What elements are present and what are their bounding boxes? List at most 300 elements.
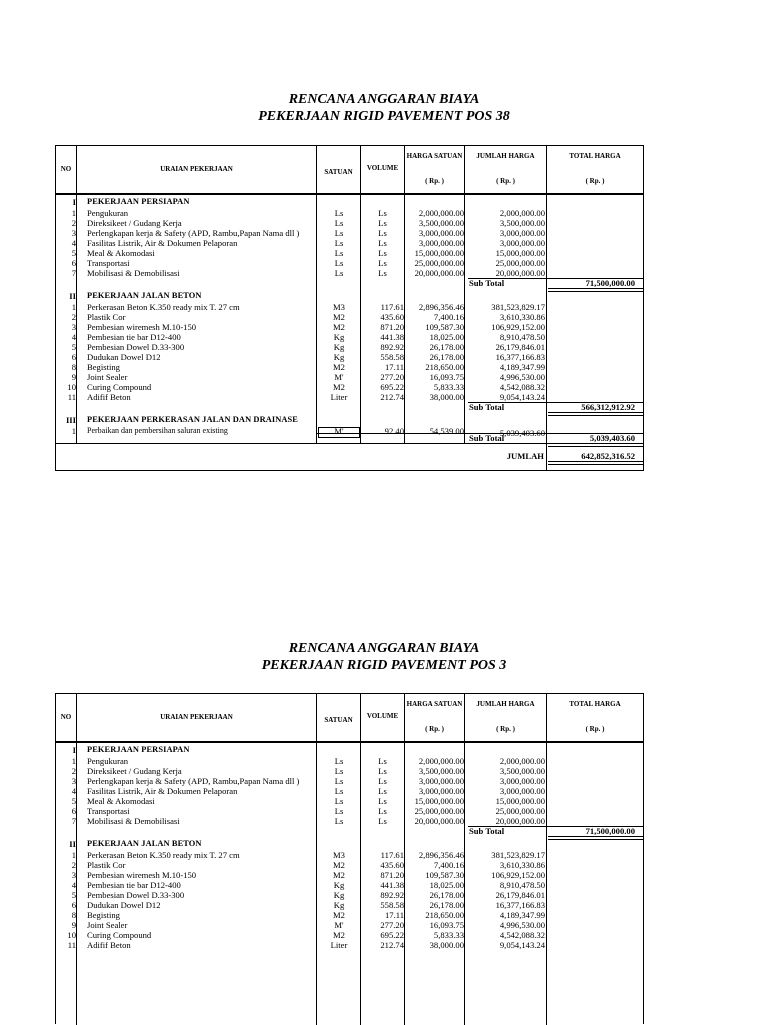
- subtotal-label: Sub Total: [469, 826, 505, 836]
- item-no: 8: [71, 910, 76, 920]
- table-row: [56, 910, 643, 921]
- item-jumlah-harga: 20,000,000.00: [495, 268, 545, 278]
- item-harga-satuan: 2,000,000.00: [418, 208, 464, 218]
- doc1-rab-table: [55, 145, 644, 471]
- item-harga-satuan: 25,000,000.00: [414, 258, 464, 268]
- doc2-table-body: [56, 743, 643, 1025]
- item-satuan: Kg: [333, 342, 345, 352]
- item-satuan: Ls: [334, 806, 344, 816]
- item-jumlah-harga: 3,610,330.86: [499, 312, 545, 322]
- item-harga-satuan: 3,500,000.00: [418, 218, 464, 228]
- table-row: [56, 850, 643, 861]
- item-satuan: M2: [333, 910, 345, 920]
- rp-label: ( Rp. ): [425, 725, 444, 733]
- item-no: 3: [71, 322, 76, 332]
- item-satuan: M3: [333, 302, 345, 312]
- item-volume: 117.61: [380, 302, 404, 312]
- item-jumlah-harga: 4,996,530.00: [499, 372, 545, 382]
- item-jumlah-harga: 381,523,829.17: [491, 850, 545, 860]
- table-row: [56, 268, 643, 279]
- item-volume: 212.74: [380, 940, 404, 950]
- table-row: [56, 258, 643, 269]
- item-satuan: Ls: [334, 766, 344, 776]
- item-jumlah-harga: 9,054,143.24: [499, 392, 545, 402]
- item-jumlah-harga: 2,000,000.00: [499, 756, 545, 766]
- item-harga-satuan: 18,025.00: [429, 880, 464, 890]
- col-jumlah-harga: JUMLAH HARGA: [476, 700, 535, 708]
- item-volume: Ls: [378, 228, 387, 238]
- item-harga-satuan: 7,400.16: [433, 860, 464, 870]
- item-harga-satuan: 26,178.00: [429, 352, 464, 362]
- jumlah-label: JUMLAH: [506, 451, 544, 461]
- table-row: [56, 238, 643, 249]
- item-desc: Mobilisasi & Demobilisasi: [87, 816, 180, 826]
- item-desc: Pembesian Dowel D.33-300: [87, 890, 185, 900]
- item-volume: 92.40: [384, 426, 404, 436]
- subtotal-row: [56, 278, 643, 289]
- item-desc: Meal & Akomodasi: [87, 248, 155, 258]
- item-no: 1: [71, 756, 76, 766]
- col-no: NO: [60, 165, 72, 173]
- item-desc: Direksikeet / Gudang Kerja: [87, 218, 182, 228]
- subtotal-value: 566,312,912.92: [581, 402, 635, 412]
- subtotal-label: Sub Total: [469, 402, 505, 412]
- item-volume: 558.58: [380, 900, 404, 910]
- col-volume: VOLUME: [366, 712, 399, 720]
- item-volume: 871.20: [380, 322, 404, 332]
- item-desc: Adifif Beton: [87, 392, 131, 402]
- item-desc: Pengukuran: [87, 756, 129, 766]
- item-no: 3: [71, 870, 76, 880]
- item-volume: Ls: [378, 756, 387, 766]
- item-jumlah-harga: 106,929,152.00: [491, 322, 545, 332]
- item-jumlah-harga: 16,377,166.83: [495, 352, 545, 362]
- item-harga-satuan: 218,650.00: [425, 910, 464, 920]
- item-no: 9: [71, 920, 76, 930]
- item-volume: 558.58: [380, 352, 404, 362]
- item-volume: Ls: [378, 796, 387, 806]
- col-harga-satuan: HARGA SATUAN: [406, 700, 463, 708]
- item-desc: Pembesian tie bar D12-400: [87, 880, 181, 890]
- item-harga-satuan: 3,000,000.00: [418, 776, 464, 786]
- item-desc: Curing Compound: [87, 930, 152, 940]
- item-satuan: Ls: [334, 816, 344, 826]
- table-row: [56, 382, 643, 393]
- item-volume: Ls: [378, 776, 387, 786]
- item-desc: Plastik Cor: [87, 860, 126, 870]
- item-desc: Transportasi: [87, 258, 130, 268]
- item-harga-satuan: 16,093.75: [429, 920, 464, 930]
- table-row: [56, 756, 643, 767]
- section-title: PEKERJAAN PERKERASAN JALAN DAN DRAINASE: [87, 415, 298, 424]
- item-volume: 212.74: [380, 392, 404, 402]
- table-row: [56, 228, 643, 239]
- item-jumlah-harga: 4,996,530.00: [499, 920, 545, 930]
- item-jumlah-harga: 15,000,000.00: [495, 248, 545, 258]
- item-no: 10: [67, 382, 76, 392]
- item-desc: Pembesian Dowel D.33-300: [87, 342, 185, 352]
- item-no: 5: [71, 796, 76, 806]
- item-no: 8: [71, 362, 76, 372]
- table-row: [56, 796, 643, 807]
- item-satuan: Ls: [334, 248, 344, 258]
- item-jumlah-harga: 20,000,000.00: [495, 816, 545, 826]
- item-jumlah-harga: 3,500,000.00: [499, 218, 545, 228]
- item-harga-satuan: 218,650.00: [425, 362, 464, 372]
- item-no: 11: [67, 392, 76, 402]
- doc2-rab-table: [55, 693, 644, 1024]
- item-desc: Begisting: [87, 362, 120, 372]
- item-no: 5: [71, 890, 76, 900]
- doc1-title-line2: PEKERJAAN RIGID PAVEMENT POS 38: [258, 109, 510, 124]
- item-no: 6: [71, 900, 76, 910]
- item-satuan: Ls: [334, 218, 344, 228]
- item-desc: Joint Sealer: [87, 920, 128, 930]
- item-volume: 17.11: [384, 910, 404, 920]
- item-satuan: M': [334, 426, 344, 436]
- subtotal-row: [56, 402, 643, 413]
- item-jumlah-harga: 4,189,347.99: [499, 910, 545, 920]
- item-satuan: Ls: [334, 208, 344, 218]
- table-row: [56, 816, 643, 827]
- item-volume: 435.60: [380, 860, 404, 870]
- item-satuan: Liter: [330, 940, 348, 950]
- item-jumlah-harga: 15,000,000.00: [495, 796, 545, 806]
- item-volume: Ls: [378, 268, 387, 278]
- item-harga-satuan: 26,178.00: [429, 342, 464, 352]
- rp-label: ( Rp. ): [496, 725, 515, 733]
- item-jumlah-harga: 381,523,829.17: [491, 302, 545, 312]
- item-volume: 277.20: [380, 920, 404, 930]
- item-harga-satuan: 109,587.30: [425, 322, 464, 332]
- section-number: II: [69, 839, 76, 849]
- item-harga-satuan: 16,093.75: [429, 372, 464, 382]
- item-desc: Transportasi: [87, 806, 130, 816]
- item-harga-satuan: 5,833.33: [433, 930, 464, 940]
- table-row: [56, 208, 643, 219]
- item-jumlah-harga: 26,179,846.01: [495, 890, 545, 900]
- item-satuan: M': [334, 372, 344, 382]
- item-desc: Adifif Beton: [87, 940, 131, 950]
- item-satuan: Ls: [334, 258, 344, 268]
- item-no: 1: [71, 208, 76, 218]
- subtotal-row: [56, 433, 643, 444]
- section-row: [56, 839, 643, 850]
- table-row: [56, 890, 643, 901]
- item-satuan: Kg: [333, 890, 345, 900]
- col-jumlah-harga: JUMLAH HARGA: [476, 152, 535, 160]
- item-desc: Fasilitas Listrik, Air & Dokumen Pelaporan: [87, 238, 238, 248]
- col-volume: VOLUME: [366, 164, 399, 172]
- item-harga-satuan: 2,896,356.46: [418, 302, 464, 312]
- item-jumlah-harga: 25,000,000.00: [495, 806, 545, 816]
- item-harga-satuan: 3,000,000.00: [418, 228, 464, 238]
- item-jumlah-harga: 106,929,152.00: [491, 870, 545, 880]
- item-jumlah-harga: 8,910,478.50: [499, 880, 545, 890]
- table-row: [56, 786, 643, 797]
- item-volume: 695.22: [380, 382, 404, 392]
- item-satuan: M2: [333, 870, 345, 880]
- item-desc: Joint Sealer: [87, 372, 128, 382]
- item-desc: Perkerasan Beton K.350 ready mix T. 27 cm: [87, 850, 240, 860]
- item-harga-satuan: 20,000,000.00: [414, 268, 464, 278]
- col-total-harga: TOTAL HARGA: [569, 152, 621, 160]
- section-row: [56, 745, 643, 756]
- item-no: 4: [71, 238, 76, 248]
- item-desc: Pembesian tie bar D12-400: [87, 332, 181, 342]
- table-row: [56, 930, 643, 941]
- rp-label: ( Rp. ): [585, 177, 605, 185]
- item-desc: Pembesian wiremesh M.10-150: [87, 870, 197, 880]
- item-no: 5: [71, 342, 76, 352]
- item-volume: 435.60: [380, 312, 404, 322]
- subtotal-row: [56, 826, 643, 837]
- item-desc: Plastik Cor: [87, 312, 126, 322]
- table-row: [56, 322, 643, 333]
- item-volume: 871.20: [380, 870, 404, 880]
- item-no: 4: [71, 332, 76, 342]
- item-satuan: Ls: [334, 776, 344, 786]
- subtotal-value: 71,500,000.00: [585, 278, 635, 288]
- item-volume: Ls: [378, 816, 387, 826]
- section-title: PEKERJAAN JALAN BETON: [87, 291, 202, 300]
- item-volume: Ls: [378, 208, 387, 218]
- item-no: 3: [71, 228, 76, 238]
- section-number: I: [72, 745, 76, 755]
- item-no: 2: [71, 312, 76, 322]
- item-no: 11: [67, 940, 76, 950]
- item-satuan: M3: [333, 850, 345, 860]
- table-row: [56, 766, 643, 777]
- doc1-title-line1: RENCANA ANGGARAN BIAYA: [288, 92, 480, 107]
- item-volume: 695.22: [380, 930, 404, 940]
- item-volume: 441.38: [380, 332, 404, 342]
- item-satuan: Kg: [333, 332, 345, 342]
- item-satuan: M2: [333, 312, 345, 322]
- item-volume: 892.92: [380, 342, 404, 352]
- subtotal-value: 71,500,000.00: [585, 826, 635, 836]
- item-harga-satuan: 109,587.30: [425, 870, 464, 880]
- item-no: 5: [71, 248, 76, 258]
- item-harga-satuan: 26,178.00: [429, 890, 464, 900]
- item-satuan: M2: [333, 860, 345, 870]
- col-total-harga: TOTAL HARGA: [569, 700, 621, 708]
- item-harga-satuan: 2,000,000.00: [418, 756, 464, 766]
- item-desc: Perkerasan Beton K.350 ready mix T. 27 cm: [87, 302, 240, 312]
- table-row: [56, 362, 643, 373]
- item-satuan: Ls: [334, 786, 344, 796]
- col-satuan: SATUAN: [324, 168, 353, 176]
- item-jumlah-harga: 3,610,330.86: [499, 860, 545, 870]
- table-row: [56, 332, 643, 343]
- item-no: 4: [71, 880, 76, 890]
- item-satuan: Ls: [334, 238, 344, 248]
- item-harga-satuan: 26,178.00: [429, 900, 464, 910]
- item-desc: Begisting: [87, 910, 120, 920]
- item-harga-satuan: 18,025.00: [429, 332, 464, 342]
- item-jumlah-harga: 16,377,166.83: [495, 900, 545, 910]
- item-desc: Meal & Akomodasi: [87, 796, 155, 806]
- table-row: [56, 312, 643, 323]
- item-desc: Pembesian wiremesh M.10-150: [87, 322, 197, 332]
- table-row: [56, 392, 643, 403]
- item-satuan: M2: [333, 322, 345, 332]
- item-jumlah-harga: 4,542,088.32: [499, 930, 545, 940]
- item-jumlah-harga: 8,910,478.50: [499, 332, 545, 342]
- item-jumlah-harga: 25,000,000.00: [495, 258, 545, 268]
- item-jumlah-harga: 4,189,347.99: [499, 362, 545, 372]
- item-no: 6: [71, 806, 76, 816]
- item-satuan: M': [334, 920, 344, 930]
- item-harga-satuan: 38,000.00: [429, 940, 464, 950]
- jumlah-value: 642,852,316.52: [581, 451, 635, 461]
- item-volume: 117.61: [380, 850, 404, 860]
- subtotal-value: 5,039,403.60: [589, 433, 635, 443]
- item-volume: Ls: [378, 218, 387, 228]
- item-harga-satuan: 5,833.33: [433, 382, 464, 392]
- section-title: PEKERJAAN PERSIAPAN: [87, 745, 190, 754]
- table-row: [56, 880, 643, 891]
- item-desc: Perlengkapan kerja & Safety (APD, Rambu,Papan Nama dll ): [87, 776, 300, 786]
- col-uraian: URAIAN PEKERJAAN: [160, 713, 233, 721]
- table-row: [56, 218, 643, 229]
- item-jumlah-harga: 3,000,000.00: [499, 228, 545, 238]
- table-row: [56, 860, 643, 871]
- section-number: II: [69, 291, 76, 301]
- table-row: [56, 248, 643, 259]
- item-no: 1: [71, 850, 76, 860]
- item-satuan: Ls: [334, 268, 344, 278]
- rp-label: ( Rp. ): [585, 725, 605, 733]
- item-desc: Perbaikan dan pembersihan saluran existing: [87, 426, 228, 435]
- doc2-title-line2: PEKERJAAN RIGID PAVEMENT POS 3: [261, 658, 507, 673]
- item-no: 3: [71, 776, 76, 786]
- col-harga-satuan: HARGA SATUAN: [406, 152, 463, 160]
- item-no: 2: [71, 218, 76, 228]
- item-jumlah-harga: 4,542,088.32: [499, 382, 545, 392]
- rp-label: ( Rp. ): [425, 177, 444, 185]
- item-jumlah-harga: 26,179,846.01: [495, 342, 545, 352]
- item-harga-satuan: 25,000,000.00: [414, 806, 464, 816]
- item-jumlah-harga: 3,000,000.00: [499, 786, 545, 796]
- item-desc: Dudukan Dowel D12: [87, 352, 161, 362]
- item-no: 7: [71, 816, 76, 826]
- item-volume: 17.11: [384, 362, 404, 372]
- section-number: I: [72, 197, 76, 207]
- section-row: [56, 197, 643, 208]
- item-volume: Ls: [378, 238, 387, 248]
- item-satuan: Ls: [334, 796, 344, 806]
- table-row: [56, 870, 643, 881]
- col-no: NO: [60, 713, 72, 721]
- item-desc: Curing Compound: [87, 382, 152, 392]
- item-no: 2: [71, 766, 76, 776]
- item-satuan: Kg: [333, 900, 345, 910]
- table-row: [56, 940, 643, 951]
- table-row: [56, 352, 643, 363]
- table-row: [56, 372, 643, 383]
- item-no: 6: [71, 258, 76, 268]
- section-row: [56, 415, 643, 426]
- item-desc: Dudukan Dowel D12: [87, 900, 161, 910]
- item-jumlah-harga: 3,000,000.00: [499, 238, 545, 248]
- section-row: [56, 291, 643, 302]
- item-volume: Ls: [378, 248, 387, 258]
- doc1-table-header: [56, 145, 643, 195]
- item-satuan: Liter: [330, 392, 348, 402]
- item-desc: Direksikeet / Gudang Kerja: [87, 766, 182, 776]
- item-no: 1: [71, 302, 76, 312]
- item-desc: Perlengkapan kerja & Safety (APD, Rambu,Papan Nama dll ): [87, 228, 300, 238]
- item-volume: Ls: [378, 806, 387, 816]
- jumlah-row: [56, 451, 643, 462]
- item-jumlah-harga: 3,000,000.00: [499, 776, 545, 786]
- table-row: [56, 342, 643, 353]
- table-row: [56, 302, 643, 313]
- item-volume: 277.20: [380, 372, 404, 382]
- item-satuan: M2: [333, 362, 345, 372]
- item-jumlah-harga: 2,000,000.00: [499, 208, 545, 218]
- section-title: PEKERJAAN PERSIAPAN: [87, 197, 190, 206]
- item-harga-satuan: 3,000,000.00: [418, 786, 464, 796]
- item-harga-satuan: 15,000,000.00: [414, 796, 464, 806]
- item-no: 10: [67, 930, 76, 940]
- item-no: 6: [71, 352, 76, 362]
- item-jumlah-harga: 5,039,403.60: [499, 428, 545, 438]
- item-desc: Mobilisasi & Demobilisasi: [87, 268, 180, 278]
- item-satuan: Ls: [334, 756, 344, 766]
- item-satuan: M2: [333, 930, 345, 940]
- item-harga-satuan: 7,400.16: [433, 312, 464, 322]
- item-volume: Ls: [378, 258, 387, 268]
- item-desc: Fasilitas Listrik, Air & Dokumen Pelaporan: [87, 786, 238, 796]
- item-satuan: Kg: [333, 880, 345, 890]
- item-harga-satuan: 38,000.00: [429, 392, 464, 402]
- item-harga-satuan: 15,000,000.00: [414, 248, 464, 258]
- item-harga-satuan: 2,896,356.46: [418, 850, 464, 860]
- table-row: [56, 806, 643, 817]
- table-row: [56, 776, 643, 787]
- item-satuan: Kg: [333, 352, 345, 362]
- item-jumlah-harga: 3,500,000.00: [499, 766, 545, 776]
- section-number: III: [65, 415, 76, 425]
- item-jumlah-harga: 9,054,143.24: [499, 940, 545, 950]
- subtotal-label: Sub Total: [469, 433, 505, 443]
- section-title: PEKERJAAN JALAN BETON: [87, 839, 202, 848]
- col-satuan: SATUAN: [324, 716, 353, 724]
- item-no: 9: [71, 372, 76, 382]
- item-harga-satuan: 54,539.00: [429, 426, 464, 436]
- col-uraian: URAIAN PEKERJAAN: [160, 165, 233, 173]
- doc1-table-body: [56, 195, 643, 471]
- subtotal-label: Sub Total: [469, 278, 505, 288]
- item-satuan: M2: [333, 382, 345, 392]
- item-no: 1: [71, 426, 76, 436]
- table-row: [56, 920, 643, 931]
- doc2-table-header: [56, 693, 643, 743]
- item-volume: Ls: [378, 766, 387, 776]
- item-harga-satuan: 3,000,000.00: [418, 238, 464, 248]
- item-desc: Pengukuran: [87, 208, 129, 218]
- table-row: [56, 900, 643, 911]
- item-no: 7: [71, 268, 76, 278]
- item-volume: 441.38: [380, 880, 404, 890]
- doc2-title-line1: RENCANA ANGGARAN BIAYA: [288, 641, 480, 656]
- item-no: 2: [71, 860, 76, 870]
- item-no: 4: [71, 786, 76, 796]
- item-satuan: Ls: [334, 228, 344, 238]
- rp-label: ( Rp. ): [496, 177, 515, 185]
